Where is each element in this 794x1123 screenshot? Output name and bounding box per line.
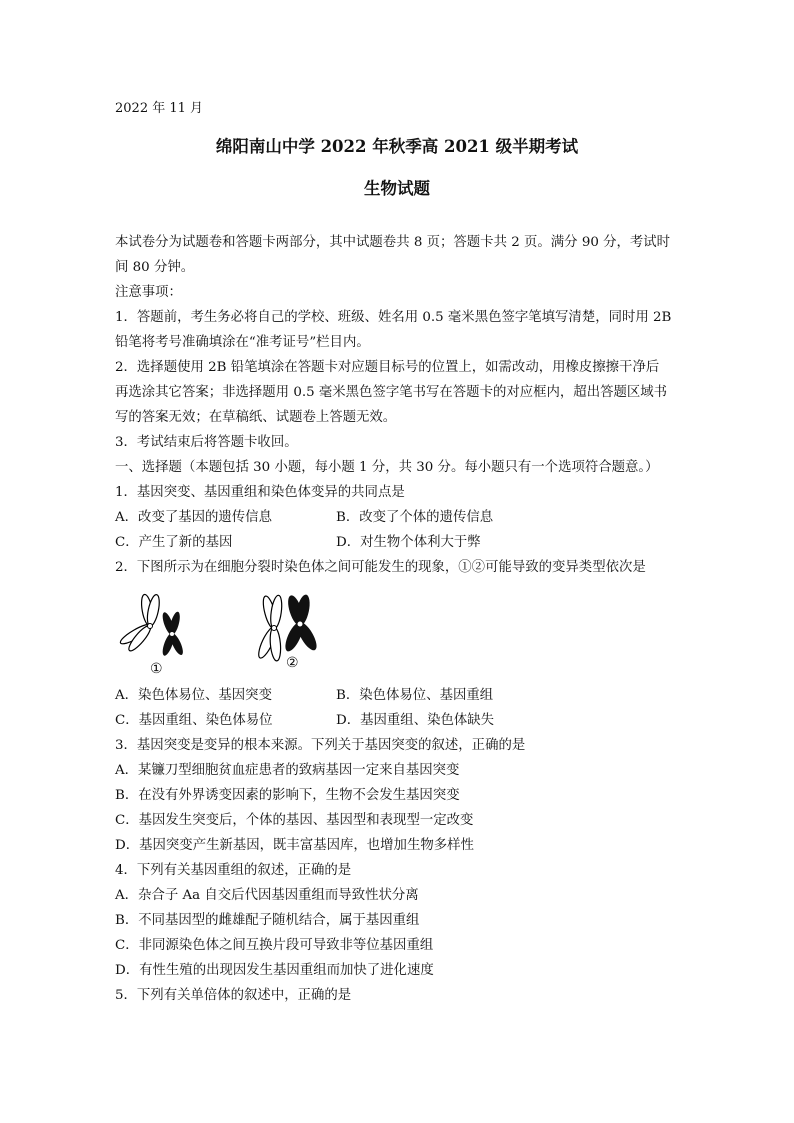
q1-stem: 1．基因突变、基因重组和染色体变异的共同点是 [115,485,405,500]
chromosome-figure-1 [115,588,195,668]
section-heading: 一、选择题（本题包括 30 小题，每小题 1 分，共 30 分。每小题只有一个选项符合题意。） [115,460,659,475]
q4-option-c: C．非同源染色体之间互换片段可导致非等位基因重组 [115,938,434,953]
q4-option-b: B．不同基因型的雌雄配子随机结合，属于基因重组 [115,913,420,928]
notice-1a: 1．答题前，考生务必将自己的学校、班级、姓名用 0.5 毫米黑色签字笔填写清楚，同时用 2B [115,310,672,325]
intro-line-2: 间 80 分钟。 [115,260,195,275]
black-chromosome-1 [160,611,185,657]
q2-option-a: A．染色体易位、基因突变 [115,688,272,703]
exam-date: 2022 年 11 月 [115,101,204,116]
q4-option-d: D．有性生殖的出现因发生基因重组而加快了进化速度 [115,963,434,978]
exam-title: 绵阳南山中学 2022 年秋季高 2021 级半期考试 [215,137,579,156]
notice-3: 3．考试结束后将答题卡收回。 [115,435,298,450]
q4-option-a: A．杂合子 Aa 自交后代因基因重组而导致性状分离 [115,888,419,903]
q1-option-a: A．改变了基因的遗传信息 [115,510,272,525]
q1-option-b: B．改变了个体的遗传信息 [336,510,494,525]
figure-1-label: ① [150,661,163,677]
q2-option-b: B．染色体易位、基因重组 [336,688,494,703]
notice-2c: 写的答案无效；在草稿纸、试题卷上答题无效。 [115,410,397,425]
q3-stem: 3．基因突变是变异的根本来源。下列关于基因突变的叙述，正确的是 [115,738,526,753]
white-chromosome-2 [256,595,284,662]
q3-option-a: A．某镰刀型细胞贫血症患者的致病基因一定来自基因突变 [115,763,460,778]
q4-stem: 4．下列有关基因重组的叙述，正确的是 [115,863,352,878]
q2-stem: 2．下图所示为在细胞分裂时染色体之间可能发生的现象，①②可能导致的变异类型依次是 [115,560,646,575]
notice-heading: 注意事项： [115,285,182,300]
figure-2-label: ② [286,655,299,671]
intro-line-1: 本试卷分为试题卷和答题卡两部分，其中试题卷共 8 页；答题卡共 2 页。满分 90 分，考试时 [115,235,671,250]
q3-option-c: C．基因发生突变后，个体的基因、基因型和表现型一定改变 [115,813,474,828]
exam-subtitle: 生物试题 [364,179,430,198]
black-chromosome-2 [282,593,320,653]
notice-1b: 铅笔将考号准确填涂在“准考证号”栏目内。 [115,335,370,350]
q2-option-c: C．基因重组、染色体易位 [115,713,273,728]
q3-option-b: B．在没有外界诱变因素的影响下，生物不会发生基因突变 [115,788,460,803]
q1-option-d: D．对生物个体利大于弊 [336,535,481,550]
q5-stem: 5．下列有关单倍体的叙述中，正确的是 [115,988,352,1003]
q3-option-d: D．基因突变产生新基因，既丰富基因库，也增加生物多样性 [115,838,474,853]
q2-option-d: D．基因重组、染色体缺失 [336,713,495,728]
q1-option-c: C．产生了新的基因 [115,535,233,550]
notice-2b: 再选涂其它答案；非选择题用 0.5 毫米黑色签字笔书写在答题卡的对应框内，超出答题区域书 [115,385,668,400]
notice-2a: 2．选择题使用 2B 铅笔填涂在答题卡对应题目标号的位置上，如需改动，用橡皮擦擦干净后 [115,360,660,375]
white-chromosome-1 [118,594,161,654]
